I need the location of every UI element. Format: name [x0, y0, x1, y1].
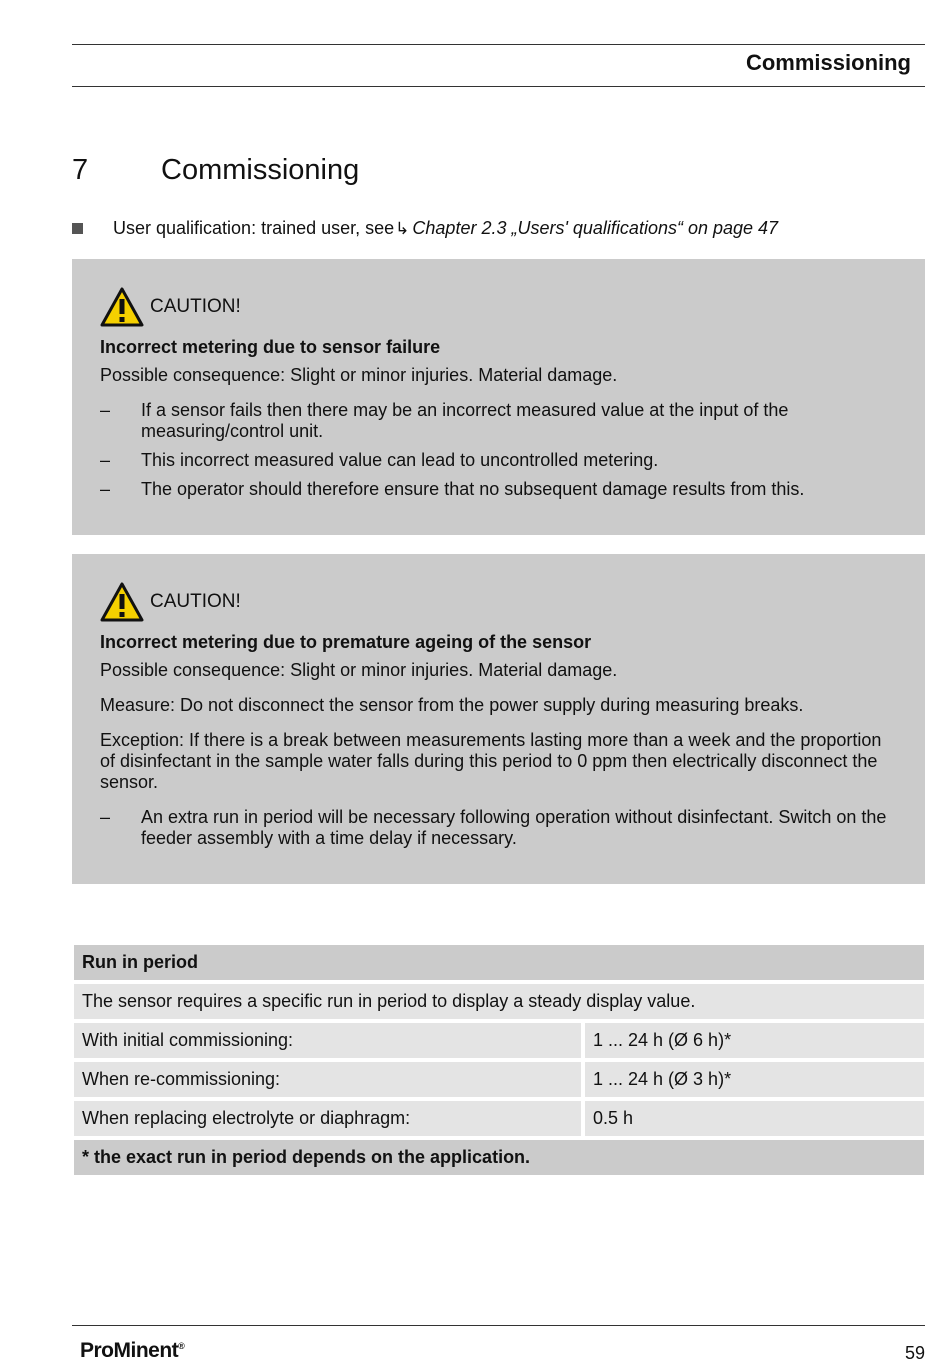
prominent-logo	[80, 1339, 184, 1363]
running-title: Commissioning	[745, 50, 911, 75]
table-cell-label: With initial commissioning:	[74, 1023, 581, 1058]
table-row	[74, 1023, 924, 1058]
list-item: – An extra run in period will be necessary following operation without disinfectant. Switch on the feeder assembly with a time delay if necessary.	[100, 807, 897, 849]
caution-label: CAUTION!	[150, 296, 241, 317]
caution-box-sensor-failure	[72, 259, 925, 535]
list-item: – The operator should therefore ensure that no subsequent damage results from this.	[100, 479, 897, 500]
list-item: – This incorrect measured value can lead to uncontrolled metering.	[100, 450, 897, 471]
page-number: 59	[904, 1343, 925, 1363]
caution-consequence: Possible consequence: Slight or minor injuries. Material damage.	[100, 660, 618, 680]
chapter-heading	[72, 154, 359, 187]
caution-item-list	[100, 400, 897, 500]
caution-consequence: Possible consequence: Slight or minor injuries. Material damage.	[100, 365, 618, 385]
table-cell-label: When replacing electrolyte or diaphragm:	[74, 1101, 581, 1136]
logo-text: ProMinent	[80, 1339, 179, 1362]
warning-triangle-icon	[100, 287, 144, 327]
run-in-period-table	[74, 945, 924, 1179]
caution-box-sensor-ageing	[72, 554, 925, 884]
table-row	[74, 1101, 924, 1136]
table-intro: The sensor requires a specific run in period to display a steady display value.	[74, 984, 924, 1019]
caution-title: Incorrect metering due to premature ageing of the sensor	[100, 632, 592, 652]
warning-triangle-icon	[100, 582, 144, 622]
table-cell-value: 1 ... 24 h (Ø 6 h)*	[585, 1023, 924, 1058]
table-row	[74, 1062, 924, 1097]
table-header: Run in period	[74, 945, 924, 980]
chapter-cross-reference-link[interactable]: Chapter 2.3 „Users' qualifications“ on page 47	[412, 218, 779, 238]
table-cell-label: When re-commissioning:	[74, 1062, 581, 1097]
header-rule-top	[72, 44, 925, 45]
caution-label: CAUTION!	[150, 591, 241, 612]
caution-title: Incorrect metering due to sensor failure	[100, 337, 441, 357]
caution-exception: Exception: If there is a break between measurements lasting more than a week and the proportion of disinfectant in the sample water falls during this period to 0 ppm then electrically disconnect the sensor.	[100, 730, 882, 792]
caution-measure: Measure: Do not disconnect the sensor from the power supply during measuring breaks.	[100, 695, 804, 715]
chapter-title: Commissioning	[161, 154, 360, 186]
registered-mark: ®	[178, 1341, 185, 1351]
table-cell-value: 1 ... 24 h (Ø 3 h)*	[585, 1062, 924, 1097]
user-qualification	[72, 218, 778, 239]
chapter-number: 7	[72, 154, 89, 186]
header-rule-bottom	[72, 86, 925, 87]
cross-reference-arrow-icon: ↳	[395, 218, 410, 238]
caution-heading	[100, 582, 897, 622]
list-item: – If a sensor fails then there may be an incorrect measured value at the input of the measuring/control unit.	[100, 400, 897, 442]
square-bullet-icon	[72, 223, 83, 234]
qualification-text: User qualification: trained user, see	[113, 218, 395, 238]
table-footnote: * the exact run in period depends on the application.	[74, 1140, 924, 1175]
table-cell-value: 0.5 h	[585, 1101, 924, 1136]
footer-rule	[72, 1325, 925, 1326]
caution-item-list	[100, 807, 897, 849]
caution-heading	[100, 287, 897, 327]
